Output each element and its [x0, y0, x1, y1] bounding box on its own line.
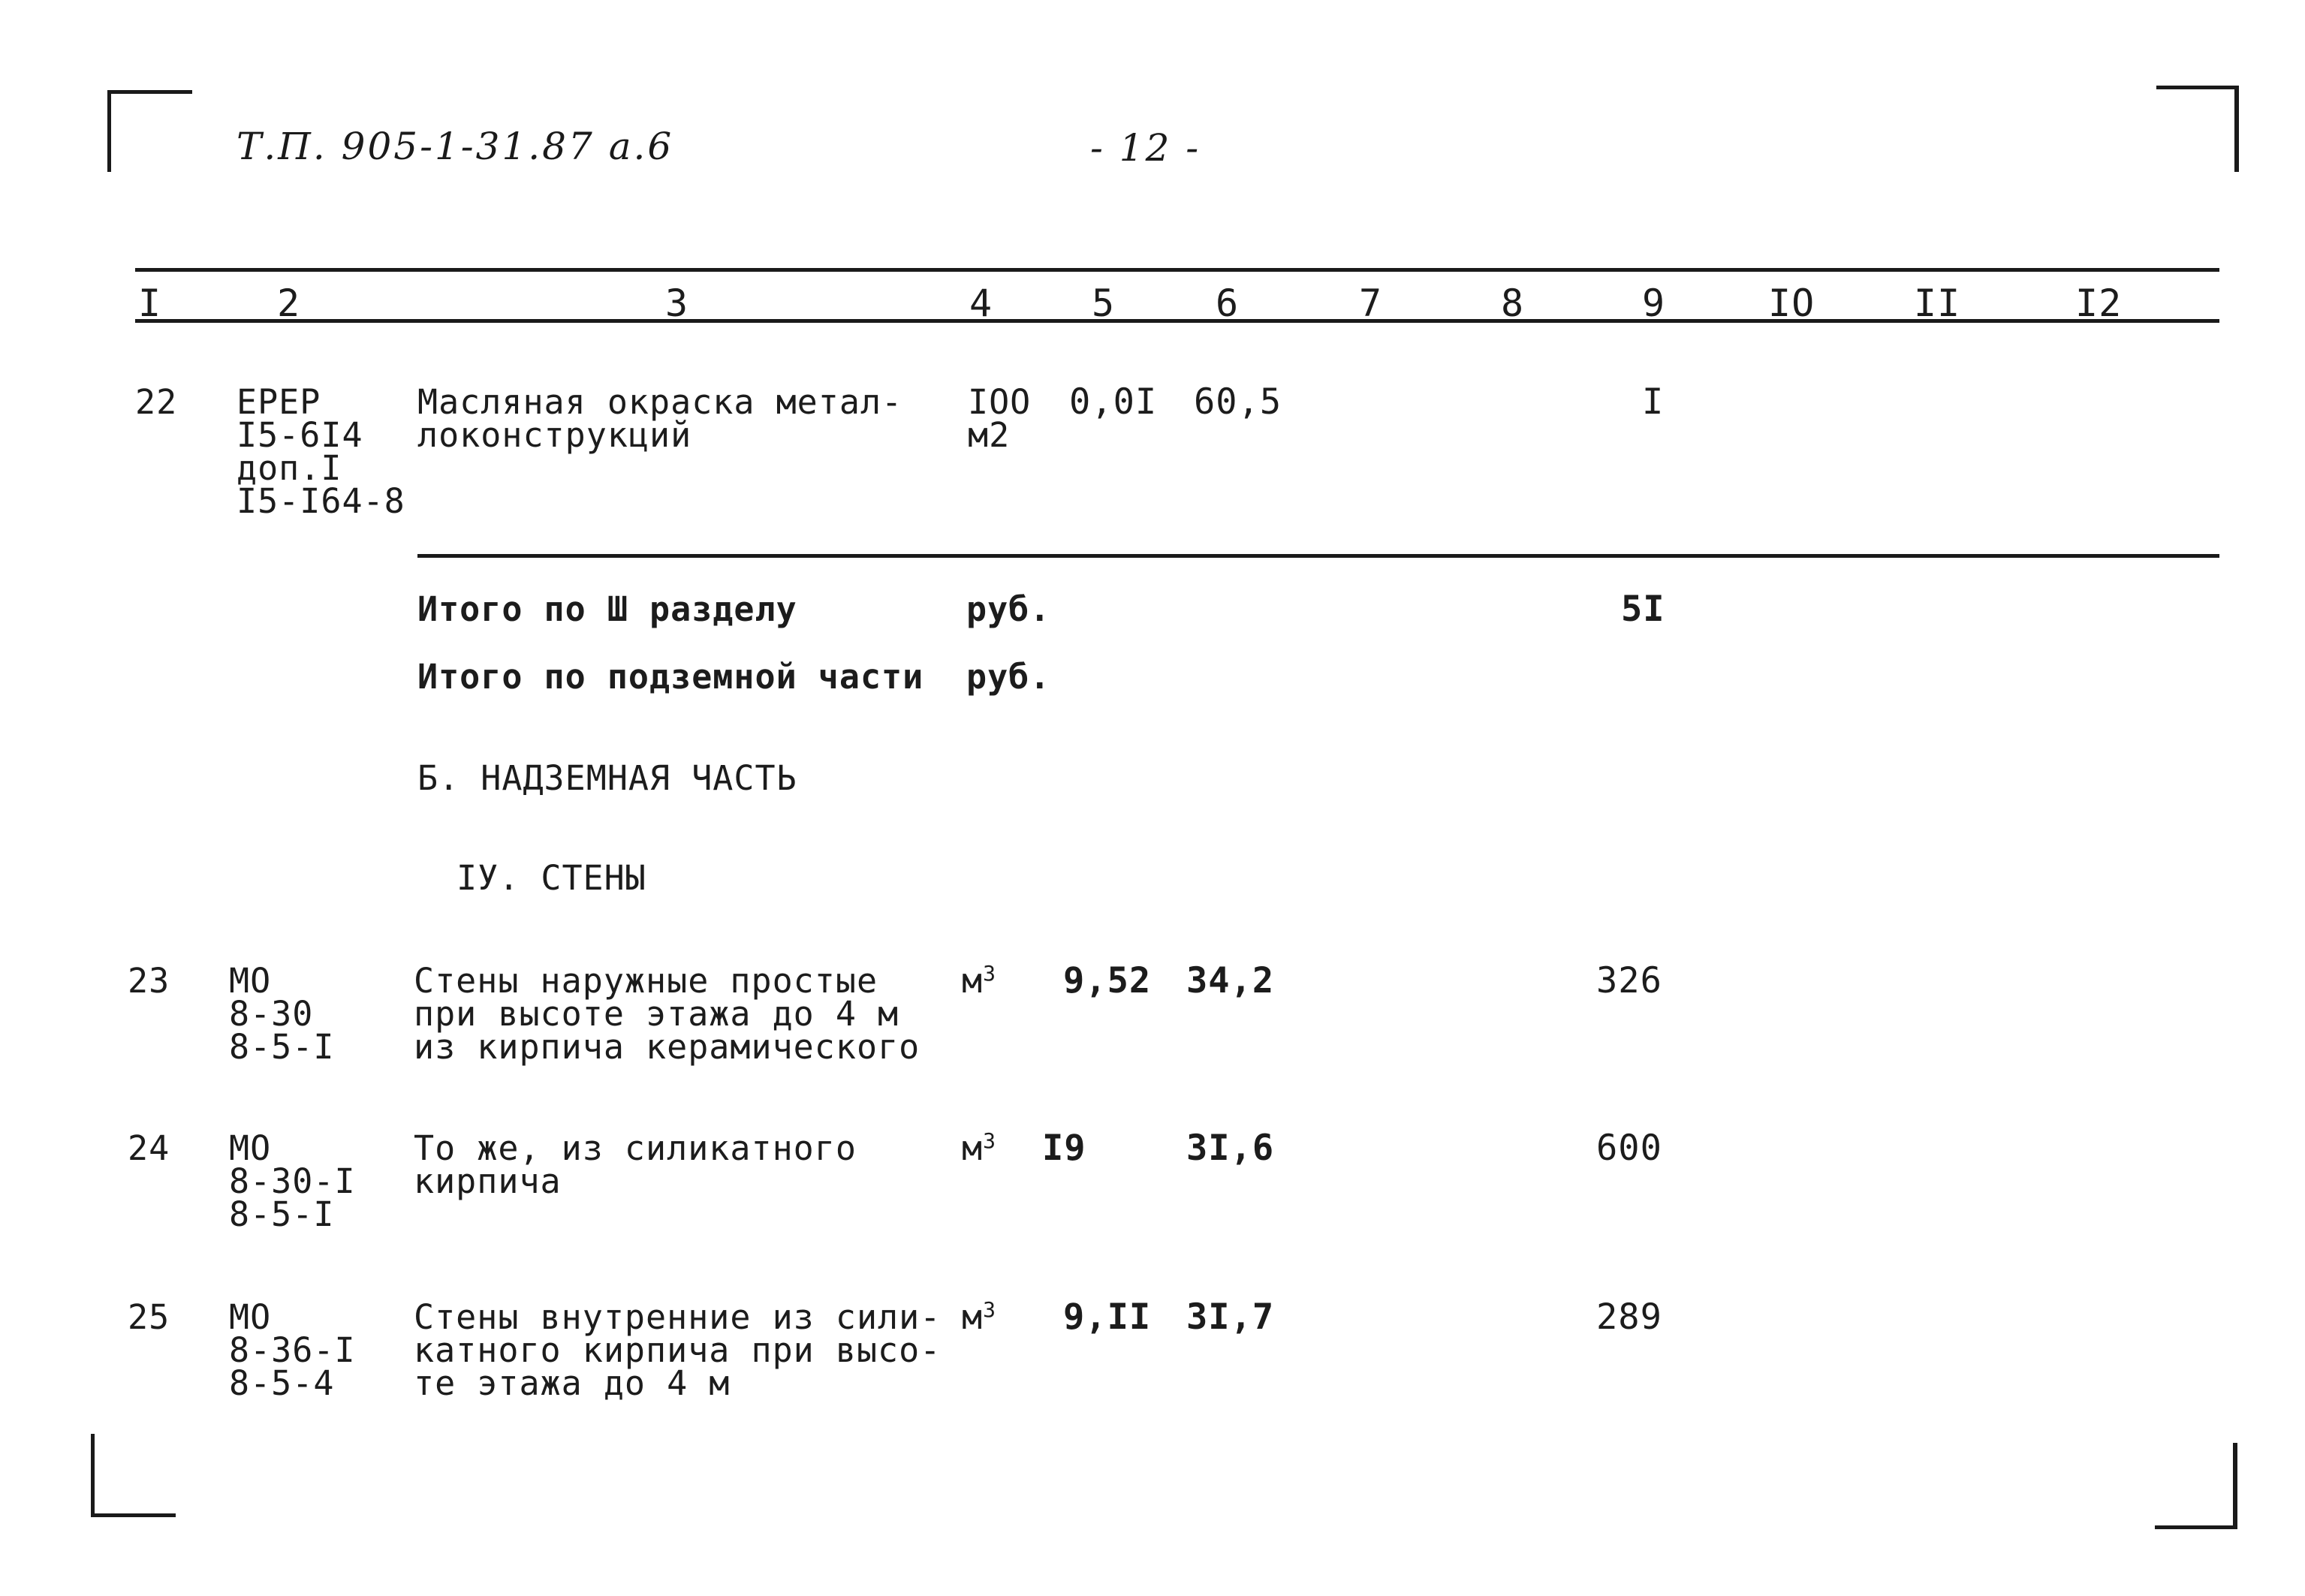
estimate-code: МО 8-30 8-5-I	[229, 961, 335, 1067]
work-description: То же, из силикатного кирпича	[414, 1128, 857, 1201]
work-description: Масляная окраска метал- локонструкций	[417, 382, 903, 455]
total-value: 5I	[1621, 589, 1665, 630]
work-description: Стены наружные простые при высоте этажа до 4 м из кирпича керамического	[414, 961, 920, 1067]
estimate-code: МО 8-36-I 8-5-4	[229, 1297, 356, 1403]
subsection-heading: IУ. СТЕНЫ	[456, 858, 646, 898]
column-number: 6	[1216, 282, 1240, 325]
total-cost: 600	[1596, 1128, 1662, 1169]
column-number: 4	[969, 282, 993, 325]
column-number: IO	[1768, 282, 1815, 325]
header-rule-top	[135, 268, 2219, 272]
page-number: - 12 -	[1090, 126, 1201, 170]
quantity: I9	[1042, 1128, 1086, 1169]
total-label: Итого по подземной части	[417, 657, 924, 697]
column-number: II	[1914, 282, 1961, 325]
column-number: 2	[277, 282, 301, 325]
column-number: 9	[1642, 282, 1666, 325]
column-number: I2	[2075, 282, 2123, 325]
unit: IOO м2	[968, 382, 1032, 455]
quantity: 9,52	[1063, 960, 1152, 1001]
header-rule-bottom	[135, 319, 2219, 323]
column-number: 5	[1092, 282, 1116, 325]
total-cost: I	[1642, 381, 1665, 423]
column-number: 7	[1359, 282, 1383, 325]
unit-price: 3I,7	[1186, 1296, 1275, 1338]
total-cost: 289	[1596, 1296, 1662, 1338]
quantity: 9,II	[1063, 1296, 1152, 1338]
unit: $м^3$	[962, 1128, 996, 1168]
unit-price: 60,5	[1194, 381, 1282, 423]
document-code: Т.П. 905-1-31.87 а.6	[237, 125, 674, 168]
unit-price: 34,2	[1186, 960, 1275, 1001]
unit: $м^3$	[962, 961, 996, 1001]
total-cost: 326	[1596, 960, 1662, 1001]
corner-mark-top-right	[2156, 86, 2239, 172]
corner-mark-bottom-left	[91, 1434, 176, 1517]
total-label: Итого по Ш разделу	[417, 589, 797, 629]
total-unit: руб.	[966, 657, 1051, 697]
quantity: 0,0I	[1069, 381, 1158, 423]
section-heading: Б. НАДЗЕМНАЯ ЧАСТЬ	[417, 758, 797, 798]
subtotal-rule	[417, 554, 2219, 558]
corner-mark-bottom-right	[2155, 1443, 2237, 1529]
unit: $м^3$	[962, 1297, 996, 1337]
column-number: 8	[1501, 282, 1525, 325]
corner-mark-top-left	[107, 90, 192, 172]
work-description: Стены внутренние из сили- катного кирпича при высо- те этажа до 4 м	[414, 1297, 942, 1403]
estimate-code: МО 8-30-I 8-5-I	[229, 1128, 356, 1234]
column-number: I	[138, 282, 162, 325]
row-number: 23	[128, 961, 170, 1001]
row-number: 24	[128, 1128, 170, 1168]
total-unit: руб.	[966, 589, 1051, 629]
column-number: 3	[665, 282, 689, 325]
estimate-code: ЕРЕР I5-6I4 доп.I I5-I64-8	[237, 382, 405, 521]
row-number: 22	[135, 382, 178, 422]
row-number: 25	[128, 1297, 170, 1337]
unit-price: 3I,6	[1186, 1128, 1275, 1169]
